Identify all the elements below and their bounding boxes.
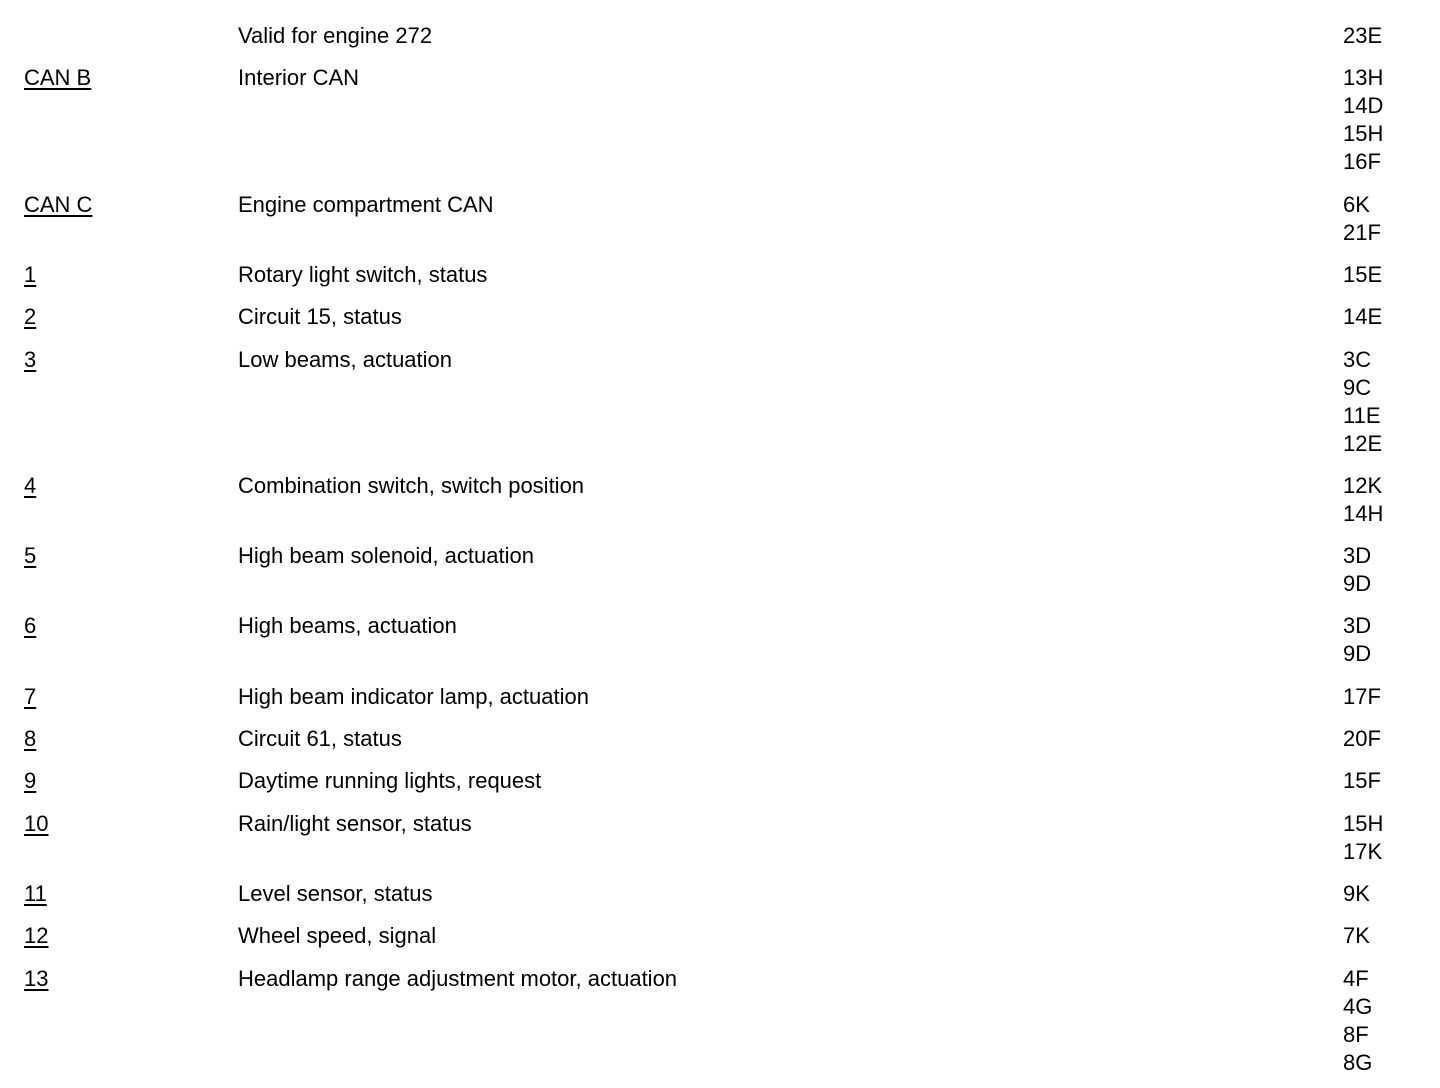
legend-grid-refs — [1343, 880, 1370, 908]
grid-reference: 20F — [1343, 726, 1381, 751]
legend-key-link[interactable]: 5 — [24, 543, 37, 569]
legend-description: Headlamp range adjustment motor, actuation — [238, 965, 678, 991]
grid-reference: 23E — [1343, 23, 1383, 48]
legend-grid-refs — [1343, 64, 1383, 176]
legend-description: High beam indicator lamp, actuation — [238, 683, 589, 709]
grid-reference: 15F — [1343, 768, 1381, 794]
grid-reference: 9D — [1343, 571, 1372, 597]
grid-reference: 3D — [1343, 613, 1372, 639]
legend-description: Rotary light switch, status — [238, 261, 488, 287]
legend-description: Interior CAN — [238, 65, 360, 91]
grid-reference: 9D — [1343, 641, 1372, 667]
grid-reference: 15E — [1343, 261, 1383, 287]
legend-description: Valid for engine 272 — [238, 23, 433, 48]
grid-reference: 8F — [1343, 1021, 1369, 1047]
grid-reference: 21F — [1343, 219, 1381, 245]
legend-grid-refs — [1343, 22, 1382, 50]
legend-grid-refs — [1343, 965, 1372, 1077]
legend-key-link[interactable]: 1 — [24, 261, 37, 287]
legend-key-link[interactable]: 3 — [24, 346, 37, 372]
legend-key-link[interactable]: 9 — [24, 768, 37, 794]
legend-grid-refs — [1343, 810, 1383, 866]
legend-key-link[interactable]: 2 — [24, 304, 37, 330]
grid-reference: 14E — [1343, 304, 1383, 330]
legend-grid-refs — [1343, 542, 1371, 598]
grid-reference: 15H — [1343, 121, 1384, 147]
legend-description: High beam solenoid, actuation — [238, 543, 534, 569]
legend-description: High beams, actuation — [238, 613, 457, 639]
legend-description: Rain/light sensor, status — [238, 810, 472, 836]
grid-reference: 17F — [1343, 683, 1381, 709]
grid-reference: 6K — [1343, 191, 1370, 217]
legend-grid-refs — [1343, 683, 1381, 711]
grid-reference: 12E — [1343, 430, 1383, 456]
legend-description: Circuit 61, status — [238, 726, 402, 751]
legend-grid-refs — [1343, 612, 1371, 668]
legend-key-link[interactable]: 8 — [24, 726, 37, 751]
legend-grid-refs — [1343, 725, 1381, 753]
grid-reference: 15H — [1343, 810, 1384, 836]
legend-grid-refs — [1343, 303, 1382, 331]
grid-reference: 4G — [1343, 993, 1373, 1019]
grid-reference: 14D — [1343, 93, 1384, 119]
grid-reference: 11E — [1343, 402, 1381, 428]
grid-reference: 14H — [1343, 500, 1384, 526]
legend-grid-refs — [1343, 767, 1381, 795]
grid-reference: 9K — [1343, 880, 1370, 906]
grid-reference: 3C — [1343, 346, 1372, 372]
grid-reference: 16F — [1343, 149, 1381, 175]
legend-key-link[interactable]: 10 — [24, 810, 49, 836]
legend-description: Combination switch, switch position — [238, 472, 585, 498]
grid-reference: 9C — [1343, 374, 1372, 400]
legend-key-link[interactable]: 7 — [24, 683, 37, 709]
legend-grid-refs — [1343, 346, 1382, 458]
legend-description: Circuit 15, status — [238, 304, 402, 330]
legend-grid-refs — [1343, 922, 1370, 950]
legend-description: Daytime running lights, request — [238, 768, 542, 794]
legend-grid-refs — [1343, 472, 1383, 528]
legend-key-link[interactable]: 13 — [24, 965, 49, 991]
legend-key-link[interactable]: CAN B — [24, 65, 92, 91]
legend-description: Wheel speed, signal — [238, 923, 437, 949]
grid-reference: 13H — [1343, 65, 1384, 91]
grid-reference: 4F — [1343, 965, 1369, 991]
legend-grid-refs — [1343, 261, 1382, 289]
grid-reference: 12K — [1343, 472, 1383, 498]
legend-key-link[interactable]: 11 — [24, 880, 47, 906]
legend-description: Low beams, actuation — [238, 346, 453, 372]
legend-description: Level sensor, status — [238, 880, 433, 906]
legend-key-link[interactable]: 6 — [24, 613, 37, 639]
grid-reference: 7K — [1343, 923, 1370, 949]
legend-key-link[interactable]: 12 — [24, 923, 49, 949]
legend-key-link[interactable]: CAN C — [24, 191, 93, 217]
legend-description: Engine compartment CAN — [238, 191, 494, 217]
legend-key-link[interactable]: 4 — [24, 472, 37, 498]
grid-reference: 3D — [1343, 543, 1372, 569]
grid-reference: 8G — [1343, 1049, 1373, 1075]
legend-grid-refs — [1343, 191, 1381, 247]
grid-reference: 17K — [1343, 838, 1383, 864]
